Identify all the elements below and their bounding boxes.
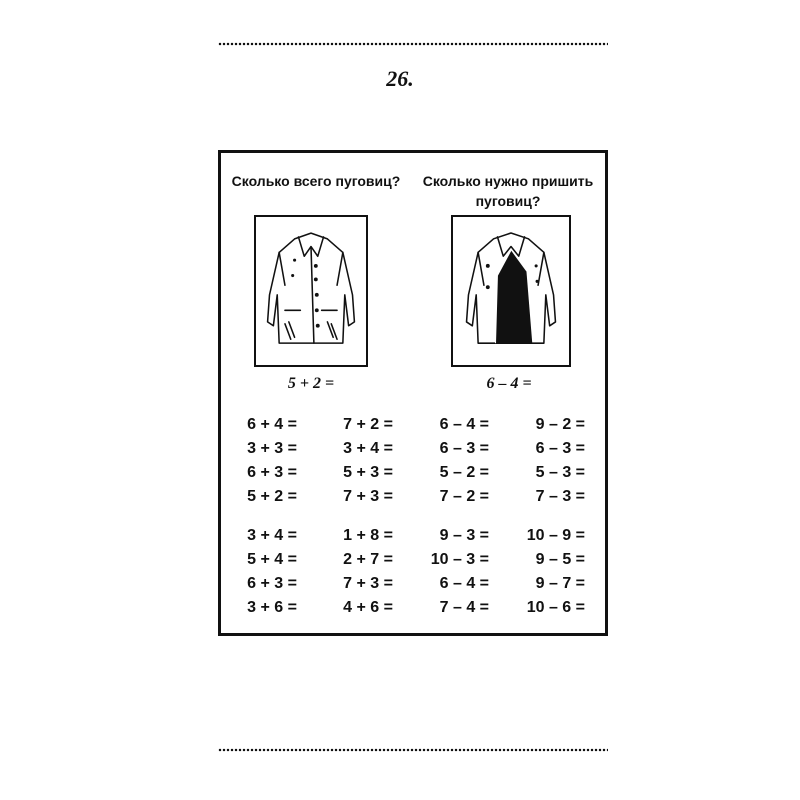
top-dotted-rule — [218, 42, 608, 46]
exercise: 6 – 3 = — [439, 440, 489, 457]
exercise: 3 + 3 = — [247, 440, 297, 457]
exercise: 5 + 4 = — [247, 551, 297, 568]
question-total-buttons: Сколько всего пуговиц? — [231, 173, 401, 189]
addition-sample: 5 + 2 = — [287, 375, 335, 392]
exercise: 6 + 4 = — [247, 416, 297, 433]
coat-buttoned-icon — [254, 215, 368, 367]
bottom-dotted-rule — [218, 748, 608, 752]
exercise: 7 + 3 = — [343, 575, 393, 592]
exercise: 5 + 2 = — [247, 488, 297, 505]
exercise-column — [489, 413, 585, 620]
exercise: 7 + 3 = — [343, 488, 393, 505]
exercise: 6 + 3 = — [247, 464, 297, 481]
exercise: 3 + 4 = — [247, 527, 297, 544]
exercise: 3 + 6 = — [247, 599, 297, 616]
question-buttons-to-sew: Сколько нужно пришить пуговиц? — [422, 173, 594, 209]
exercise: 7 + 2 = — [343, 416, 393, 433]
exercise: 3 + 4 = — [343, 440, 393, 457]
coat-open-icon — [451, 215, 571, 367]
page-number: 26. — [386, 66, 414, 91]
exercise: 9 – 2 = — [535, 416, 585, 433]
exercise: 7 – 4 = — [439, 599, 489, 616]
exercise: 9 – 5 = — [535, 551, 585, 568]
exercise: 5 – 3 = — [535, 464, 585, 481]
exercise: 1 + 8 = — [343, 527, 393, 544]
exercise: 6 – 4 = — [439, 575, 489, 592]
exercise: 9 – 7 = — [535, 575, 585, 592]
exercise: 6 – 4 = — [439, 416, 489, 433]
exercise: 10 – 3 = — [430, 551, 489, 568]
exercise-column — [297, 413, 393, 620]
exercise: 10 – 6 = — [526, 599, 585, 616]
exercise: 6 – 3 = — [535, 440, 585, 457]
exercise: 10 – 9 = — [526, 527, 585, 544]
exercise: 5 + 3 = — [343, 464, 393, 481]
exercise: 7 – 3 = — [535, 488, 585, 505]
subtraction-sample: 6 – 4 = — [486, 375, 532, 392]
exercise: 5 – 2 = — [439, 464, 489, 481]
exercise: 2 + 7 = — [343, 551, 393, 568]
exercise: 9 – 3 = — [439, 527, 489, 544]
exercise: 6 + 3 = — [247, 575, 297, 592]
exercise: 7 – 2 = — [439, 488, 489, 505]
exercise-frame — [218, 150, 608, 636]
exercise-column — [201, 413, 297, 620]
exercise-column — [393, 413, 489, 620]
exercise: 4 + 6 = — [343, 599, 393, 616]
